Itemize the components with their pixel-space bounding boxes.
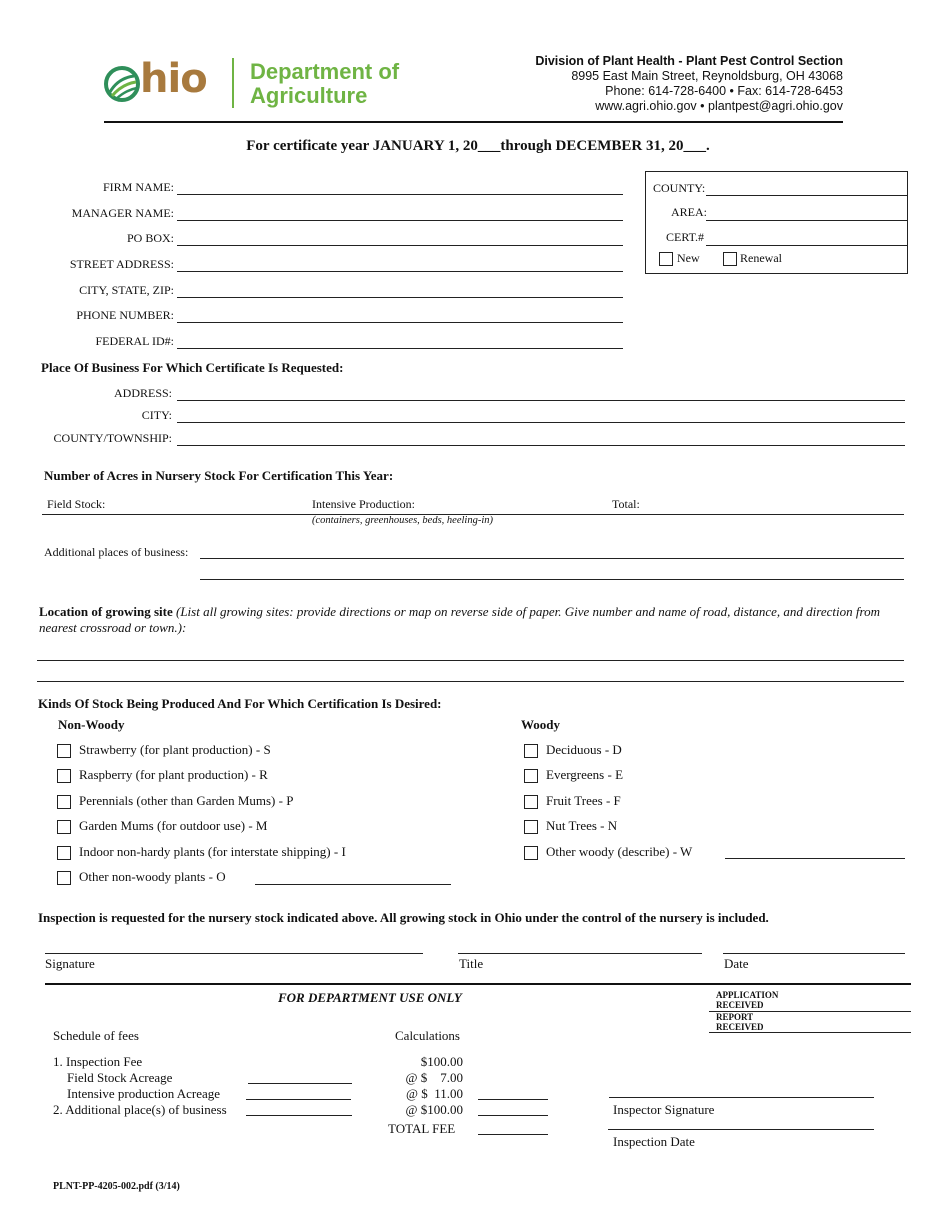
- location-field-1[interactable]: [37, 660, 904, 661]
- schedule-of-fees: Schedule of fees: [53, 1028, 139, 1043]
- fee-field-stock-label: Field Stock Acreage: [67, 1070, 173, 1085]
- non-woody-title: Non-Woody: [58, 717, 125, 732]
- street-address-label: STREET ADDRESS:: [69, 257, 174, 271]
- place-city-field[interactable]: [177, 422, 905, 423]
- new-label: New: [677, 251, 700, 265]
- inspector-signature-label: Inspector Signature: [613, 1102, 715, 1117]
- dept-name: [250, 60, 399, 108]
- fee-additional-calc: @ $100.00: [405, 1102, 463, 1117]
- phone-number-label: PHONE NUMBER:: [76, 308, 174, 322]
- title-field[interactable]: [458, 953, 702, 954]
- deciduous-label: Deciduous - D: [546, 742, 622, 757]
- nut-trees-label: Nut Trees - N: [546, 818, 618, 833]
- perennials-checkbox[interactable]: [57, 795, 71, 809]
- place-address-label: ADDRESS:: [113, 386, 172, 400]
- garden-mums-label: Garden Mums (for outdoor use) - M: [79, 818, 268, 833]
- signature-label: Signature: [45, 956, 95, 971]
- fee-additional-label: 2. Additional place(s) of business: [53, 1102, 227, 1117]
- garden-mums-checkbox[interactable]: [57, 820, 71, 834]
- county-field[interactable]: [706, 195, 907, 196]
- manager-name-label: MANAGER NAME:: [71, 206, 174, 220]
- application-received-line-1: APPLICATION: [716, 990, 779, 1000]
- date-label: Date: [724, 956, 749, 971]
- po-box-label: PO BOX:: [126, 231, 174, 245]
- ohio-circle-icon: [104, 66, 140, 102]
- location-label: Location of growing site: [39, 604, 176, 619]
- fruit-trees-label: Fruit Trees - F: [546, 793, 621, 808]
- street-address-field[interactable]: [177, 271, 623, 272]
- renewal-label: Renewal: [740, 251, 782, 265]
- federal-id-label: FEDERAL ID#:: [95, 334, 174, 348]
- logo-divider: [232, 58, 234, 108]
- renewal-checkbox[interactable]: [723, 252, 737, 266]
- location-field-2[interactable]: [37, 681, 904, 682]
- division-name: Division of Plant Health - Plant Pest Control Section: [535, 54, 843, 68]
- title-label: Title: [459, 956, 484, 971]
- evergreens-checkbox[interactable]: [524, 769, 538, 783]
- intensive-calc-field[interactable]: [478, 1099, 548, 1100]
- logo-word: hio: [140, 56, 207, 102]
- location-note: (List all growing sites: provide directions or map on reverse side of paper. Give number and name of road, distance, and direction from nearest crossroad or town.):: [39, 604, 880, 635]
- intensive-note: (containers, greenhouses, beds, heeling-in): [312, 515, 493, 526]
- place-heading: Place Of Business For Which Certificate Is Requested:: [41, 360, 344, 375]
- raspberry-checkbox[interactable]: [57, 769, 71, 783]
- city-state-zip-label: CITY, STATE, ZIP:: [79, 283, 174, 297]
- report-received-line-1: REPORT: [716, 1012, 754, 1022]
- federal-id-field[interactable]: [177, 348, 623, 349]
- additional-places-field-1[interactable]: [200, 558, 904, 559]
- phone-number-field[interactable]: [177, 322, 623, 323]
- fee-intensive-calc: @ $ 11.00: [406, 1086, 463, 1101]
- application-received-line-2: RECEIVED: [716, 1000, 764, 1010]
- county-township-label: COUNTY/TOWNSHIP:: [53, 431, 172, 445]
- indoor-plants-checkbox[interactable]: [57, 846, 71, 860]
- office-box: [645, 171, 908, 274]
- division-web: www.agri.ohio.gov • plantpest@agri.ohio.gov: [595, 99, 843, 113]
- evergreens-label: Evergreens - E: [546, 767, 624, 782]
- inspection-date-field[interactable]: [608, 1129, 874, 1130]
- report-received-line-2: RECEIVED: [716, 1022, 764, 1032]
- intensive-acreage-field[interactable]: [246, 1099, 351, 1100]
- area-field[interactable]: [706, 220, 907, 221]
- intensive-label: Intensive Production:: [312, 497, 415, 511]
- strawberry-label: Strawberry (for plant production) - S: [79, 742, 271, 757]
- ohio-logo: [104, 56, 224, 108]
- total-fee-field[interactable]: [478, 1134, 548, 1135]
- location-instructions: [39, 604, 899, 636]
- fee-inspection-label: 1. Inspection Fee: [53, 1054, 143, 1069]
- area-label: AREA:: [671, 205, 707, 219]
- perennials-label: Perennials (other than Garden Mums) - P: [79, 793, 294, 808]
- inspection-date-label: Inspection Date: [613, 1134, 695, 1149]
- firm-name-label: FIRM NAME:: [102, 180, 174, 194]
- nut-trees-checkbox[interactable]: [524, 820, 538, 834]
- field-stock-label: Field Stock:: [47, 497, 106, 511]
- division-phone: Phone: 614-728-6400 • Fax: 614-728-6453: [605, 84, 843, 98]
- dept-line-2: Agriculture: [250, 83, 368, 108]
- additional-places-count-field[interactable]: [246, 1115, 352, 1116]
- additional-places-label: Additional places of business:: [44, 545, 189, 559]
- kinds-heading: Kinds Of Stock Being Produced And For Which Certification Is Desired:: [38, 696, 442, 711]
- division-address: 8995 East Main Street, Reynoldsburg, OH 43068: [571, 69, 843, 83]
- cert-field[interactable]: [706, 245, 907, 246]
- inspection-statement: Inspection is requested for the nursery stock indicated above. All growing stock in Ohio under the control of the nursery is included.: [38, 910, 769, 925]
- inspector-signature-field[interactable]: [609, 1097, 874, 1098]
- report-received: [716, 1012, 764, 1032]
- application-received: [716, 990, 778, 1010]
- fee-intensive-label: Intensive production Acreage: [67, 1086, 221, 1101]
- date-field[interactable]: [723, 953, 905, 954]
- deciduous-checkbox[interactable]: [524, 744, 538, 758]
- place-address-field[interactable]: [177, 400, 905, 401]
- strawberry-checkbox[interactable]: [57, 744, 71, 758]
- indoor-plants-label: Indoor non-hardy plants (for interstate shipping) - I: [79, 844, 346, 859]
- fee-field-stock-calc: @ $ 7.00: [405, 1070, 463, 1085]
- dept-use-heading: FOR DEPARTMENT USE ONLY: [278, 990, 462, 1005]
- place-city-label: CITY:: [141, 408, 172, 422]
- dept-use-rule: [45, 983, 911, 985]
- raspberry-label: Raspberry (for plant production) - R: [79, 767, 268, 782]
- division-info: [535, 54, 843, 114]
- other-woody-field[interactable]: [725, 858, 905, 859]
- county-township-field[interactable]: [177, 445, 905, 446]
- header-rule: [104, 121, 843, 123]
- city-state-zip-field[interactable]: [177, 297, 623, 298]
- signature-field[interactable]: [45, 953, 423, 954]
- other-non-woody-label: Other non-woody plants - O: [79, 869, 226, 884]
- field-stock-acreage-field[interactable]: [248, 1083, 352, 1084]
- report-received-field[interactable]: [709, 1032, 911, 1033]
- manager-name-field[interactable]: [177, 220, 623, 221]
- calculations-label: Calculations: [395, 1028, 460, 1043]
- total-label: Total:: [612, 497, 640, 511]
- cert-label: CERT.#: [666, 230, 705, 244]
- dept-line-1: Department of: [250, 59, 400, 84]
- other-non-woody-field[interactable]: [255, 884, 451, 885]
- other-woody-checkbox[interactable]: [524, 846, 538, 860]
- other-non-woody-checkbox[interactable]: [57, 871, 71, 885]
- fruit-trees-checkbox[interactable]: [524, 795, 538, 809]
- woody-title: Woody: [521, 717, 561, 732]
- form-number: PLNT-PP-4205-002.pdf (3/14): [53, 1181, 180, 1192]
- other-woody-label: Other woody (describe) - W: [546, 844, 693, 859]
- acres-heading: Number of Acres in Nursery Stock For Certification This Year:: [44, 468, 394, 483]
- additional-calc-field[interactable]: [478, 1115, 548, 1116]
- certificate-year: For certificate year JANUARY 1, 20___through DECEMBER 31, 20___.: [246, 138, 710, 154]
- total-fee-label: TOTAL FEE: [388, 1121, 456, 1136]
- county-label: COUNTY:: [653, 181, 706, 195]
- additional-places-field-2[interactable]: [200, 579, 904, 580]
- fee-inspection-calc: $100.00: [420, 1054, 463, 1069]
- po-box-field[interactable]: [177, 245, 623, 246]
- new-checkbox[interactable]: [659, 252, 673, 266]
- firm-name-field[interactable]: [177, 194, 623, 195]
